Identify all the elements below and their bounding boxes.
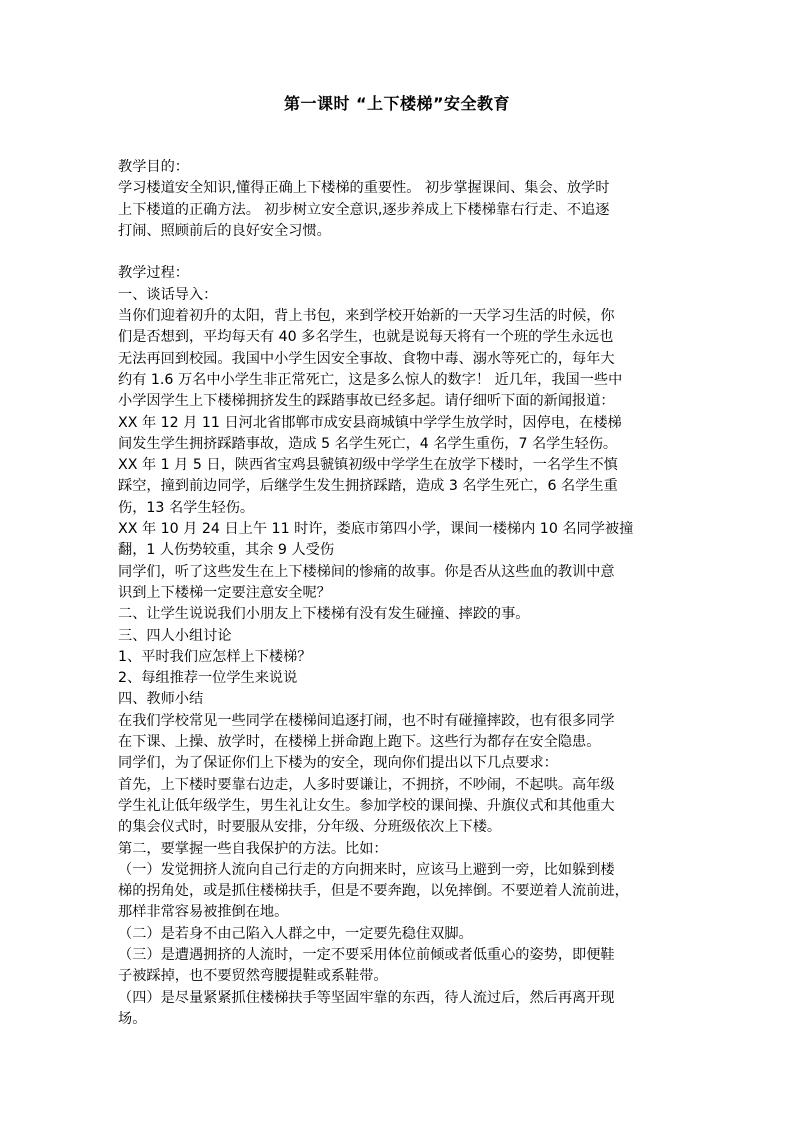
text-line: （三）是遭遇拥挤的人流时，一定不要采用体位前倾或者低重心的姿势，即便鞋 [118, 946, 615, 963]
text-line: 无法再回到校园。我国中小学生因安全事故、食物中毒、溺水等死亡的，每年大 [118, 350, 615, 367]
text-line: 踩空，撞到前边同学，后继学生发生拥挤踩踏，造成 3 名学生死亡，6 名学生重 [118, 478, 618, 495]
text-line: 2、每组推荐一位学生来说说 [118, 670, 298, 687]
text-line: 同学们，为了保证你们上下楼为的安全，现向你们提出以下几点要求： [118, 755, 558, 772]
text-line: 三、四人小组讨论 [118, 627, 232, 644]
text-line: 1、平时我们应怎样上下楼梯？ [118, 648, 312, 665]
text-line: 在下课、上操、放学时，在楼梯上拼命跑上跑下。这些行为都存在安全隐患。 [118, 734, 601, 751]
text-line: 识到上下楼梯一定要注意安全呢？ [118, 584, 331, 601]
text-line: 的集会仪式时，时要服从安排，分年级、分班级依次上下楼。 [118, 819, 502, 836]
text-line: 四、教师小结 [118, 691, 204, 708]
text-line: 子被踩掉，也不要贸然弯腰提鞋或系鞋带。 [118, 968, 388, 985]
page-title: 第一课时 “上下楼梯”安全教育 [283, 94, 511, 113]
text-line: XX 年 1 月 5 日，陕西省宝鸡县虢镇初级中学学生在放学下楼时，一名学生不慎 [118, 457, 618, 474]
text-line: 教学过程： [118, 265, 189, 282]
text-line: XX 年 12 月 11 日河北省邯郸市成安县商城镇中学学生放学时，因停电，在楼梯 [118, 414, 622, 431]
text-line: 首先，上下楼时要靠右边走，人多时要谦让，不拥挤，不吵闹，不起哄。高年级 [118, 776, 615, 793]
text-line: 当你们迎着初升的太阳，背上书包，来到学校开始新的一天学习生活的时候，你 [118, 308, 615, 325]
text-line: 伤，13 名学生轻伤。 [118, 499, 255, 516]
text-line: XX 年 10 月 24 日上午 11 时许，娄底市第四小学，课间一楼梯内 10 名同学被撞 [118, 521, 634, 538]
text-line: 约有 1.6 万名中小学生非正常死亡，这是多么惊人的数字！ 近几年，我国一些中 [118, 371, 623, 388]
text-line: 那样非常容易被推倒在地。 [118, 904, 289, 921]
text-line: （二）是若身不由己陷入人群之中，一定要先稳住双脚。 [118, 925, 473, 942]
text-line: （四）是尽量紧紧抓住楼梯扶手等坚固牢靠的东西，待人流过后，然后再离开现 [118, 989, 615, 1006]
text-line: 在我们学校常见一些同学在楼梯间追逐打闹，也不时有碰撞摔跤，也有很多同学 [118, 712, 615, 729]
text-line: 间发生学生拥挤踩踏事故，造成 5 名学生死亡，4 名学生重伤，7 名学生轻伤。 [118, 435, 618, 452]
text-line: 一、谈话导入： [118, 286, 218, 303]
text-line: 上下楼道的正确方法。 初步树立安全意识,逐步养成上下楼梯靠右行走、不追逐 [118, 201, 610, 218]
text-line: 学生礼让低年级学生，男生礼让女生。参加学校的课间操、升旗仪式和其他重大 [118, 797, 615, 814]
text-line: 们是否想到，平均每天有 40 多名学生，也就是说每天将有一个班的学生永远也 [118, 329, 614, 346]
text-line: 打闹、照顾前后的良好安全习惯。 [118, 222, 331, 239]
text-line: 第二，要掌握一些自我保护的方法。比如： [118, 840, 388, 857]
text-line: 二、让学生说说我们小朋友上下楼梯有没有发生碰撞、摔跤的事。 [118, 606, 530, 623]
text-line: 教学目的： [118, 159, 189, 175]
text-line: 翻，1 人伤势较重，其余 9 人受伤 [118, 542, 335, 559]
blank-line [118, 242, 683, 263]
text-line: 同学们，听了这些发生在上下楼梯间的惨痛的故事。你是否从这些血的教训中意 [118, 563, 615, 580]
text-line: （一）发觉拥挤人流向自己行走的方向拥来时，应该马上避到一旁，比如躲到楼 [118, 861, 615, 878]
text-line: 场。 [118, 1010, 147, 1027]
text-line: 小学因学生上下楼梯拥挤发生的踩踏事故已经多起。请仔细听下面的新闻报道： [118, 393, 615, 410]
text-line: 学习楼道安全知识,懂得正确上下楼梯的重要性。 初步掌握课间、集会、放学时 [118, 180, 610, 197]
text-line: 梯的拐角处，或是抓住楼梯扶手，但是不要奔跑，以免摔倒。不要逆着人流前进， [118, 883, 629, 900]
document-body [118, 157, 683, 1030]
